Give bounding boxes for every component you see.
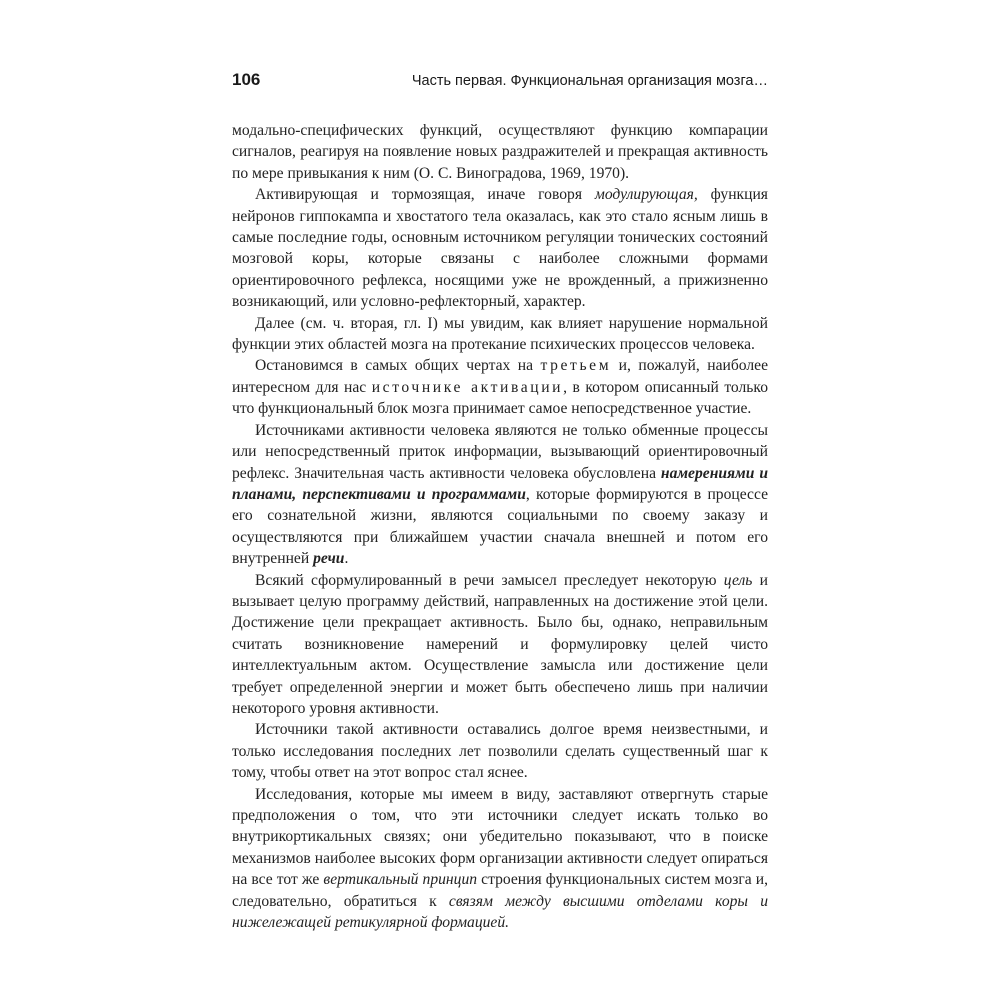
- page-header: [232, 70, 768, 94]
- emphasis-text: модулирующая,: [594, 186, 698, 204]
- bold-emphasis: намерениями и планами, перспективами и программами: [232, 464, 769, 503]
- emphasis-text: цель: [723, 571, 753, 589]
- paragraph-8: Исследования, которые мы имеем в виду, заставляют отвергнуть старые предположения о том, что эти источники следует искать только во внутрикортикальных связях; они убедительно показывают, что в поиске механизмов наиболее высоких форм организации активности следует опираться на все тот же вертикальный принцип строения функциональных систем мозга и, следовательно, обратиться к связям между высшими отделами коры и нижележащей ретикулярной формацией.: [232, 785, 768, 932]
- paragraph-4: Остановимся в самых общих чертах на третьем и, пожалуй, наиболее интересном для нас источнике активации, в котором описанный только что функциональный блок мозга принимает самое непосредственное участие.: [232, 357, 769, 418]
- paragraph-3: Далее (см. ч. вторая, гл. I) мы увидим, как влияет нарушение нормальной функции этих областей мозга на протекание психических процессов человека.: [232, 314, 768, 354]
- spaced-emphasis: источнике активации: [371, 378, 564, 396]
- page-number: 106: [232, 70, 261, 89]
- paragraph-1: модально-специфических функций, осуществляют функцию компарации сигналов, реагируя на появление новых раздражителей и прекращая активность по мере привыкания к ним (О. С. Виноградова, 1969, 1970).: [232, 122, 768, 182]
- bold-emphasis: речи: [313, 550, 345, 568]
- spaced-emphasis: третьем: [540, 357, 612, 375]
- paragraph-6: Всякий сформулированный в речи замысел преследует некоторую цель и вызывает целую программу действий, направленных на достижение этой цели. Достижение цели прекращает активность. Было бы, однако, неправильным считать возникновение намерений и формулировку целей чисто интеллектуальным актом. Осуществление замысла или достижение цели требует определенной энергии и может быть обеспечено лишь при наличии некоторого уровня активности.: [232, 571, 768, 717]
- paragraph-7: Источники такой активности оставались долгое время неизвестными, и только исследования последних лет позволили сделать существенный шаг к тому, чтобы ответ на этот вопрос стал яснее.: [232, 721, 768, 782]
- paragraph-5: Источниками активности человека являются не только обменные процессы или непосредственный приток информации, вызывающий ориентировочный рефлекс. Значительная часть активности человека обусловлена намерениями и планами, перспективами и программами, которые формируются в процессе его сознательной жизни, являются социальными по своему заказу и осуществляются при ближайшем участии сначала внешней и потом его внутренней речи.: [232, 421, 769, 568]
- paragraph-2: Активирующая и тормозящая, иначе говоря модулирующая, функция нейронов гиппокампа и хвостатого тела оказалась, как это стало ясным лишь в самые последние годы, основным источником регуляции тонических состояний мозговой коры, которые связаны с наиболее сложными формами ориентировочного рефлекса, носящими уже не врожденный, а прижизненно возникающий, или условно-рефлекторный, характер.: [232, 186, 768, 311]
- emphasis-text: связям между высшими отделами коры и нижележащей ретикулярной формацией.: [232, 892, 768, 932]
- emphasis-text: вертикальный принцип: [323, 871, 478, 889]
- running-title: Часть первая. Функциональная организация мозга…: [411, 73, 768, 89]
- body-text: [232, 120, 768, 933]
